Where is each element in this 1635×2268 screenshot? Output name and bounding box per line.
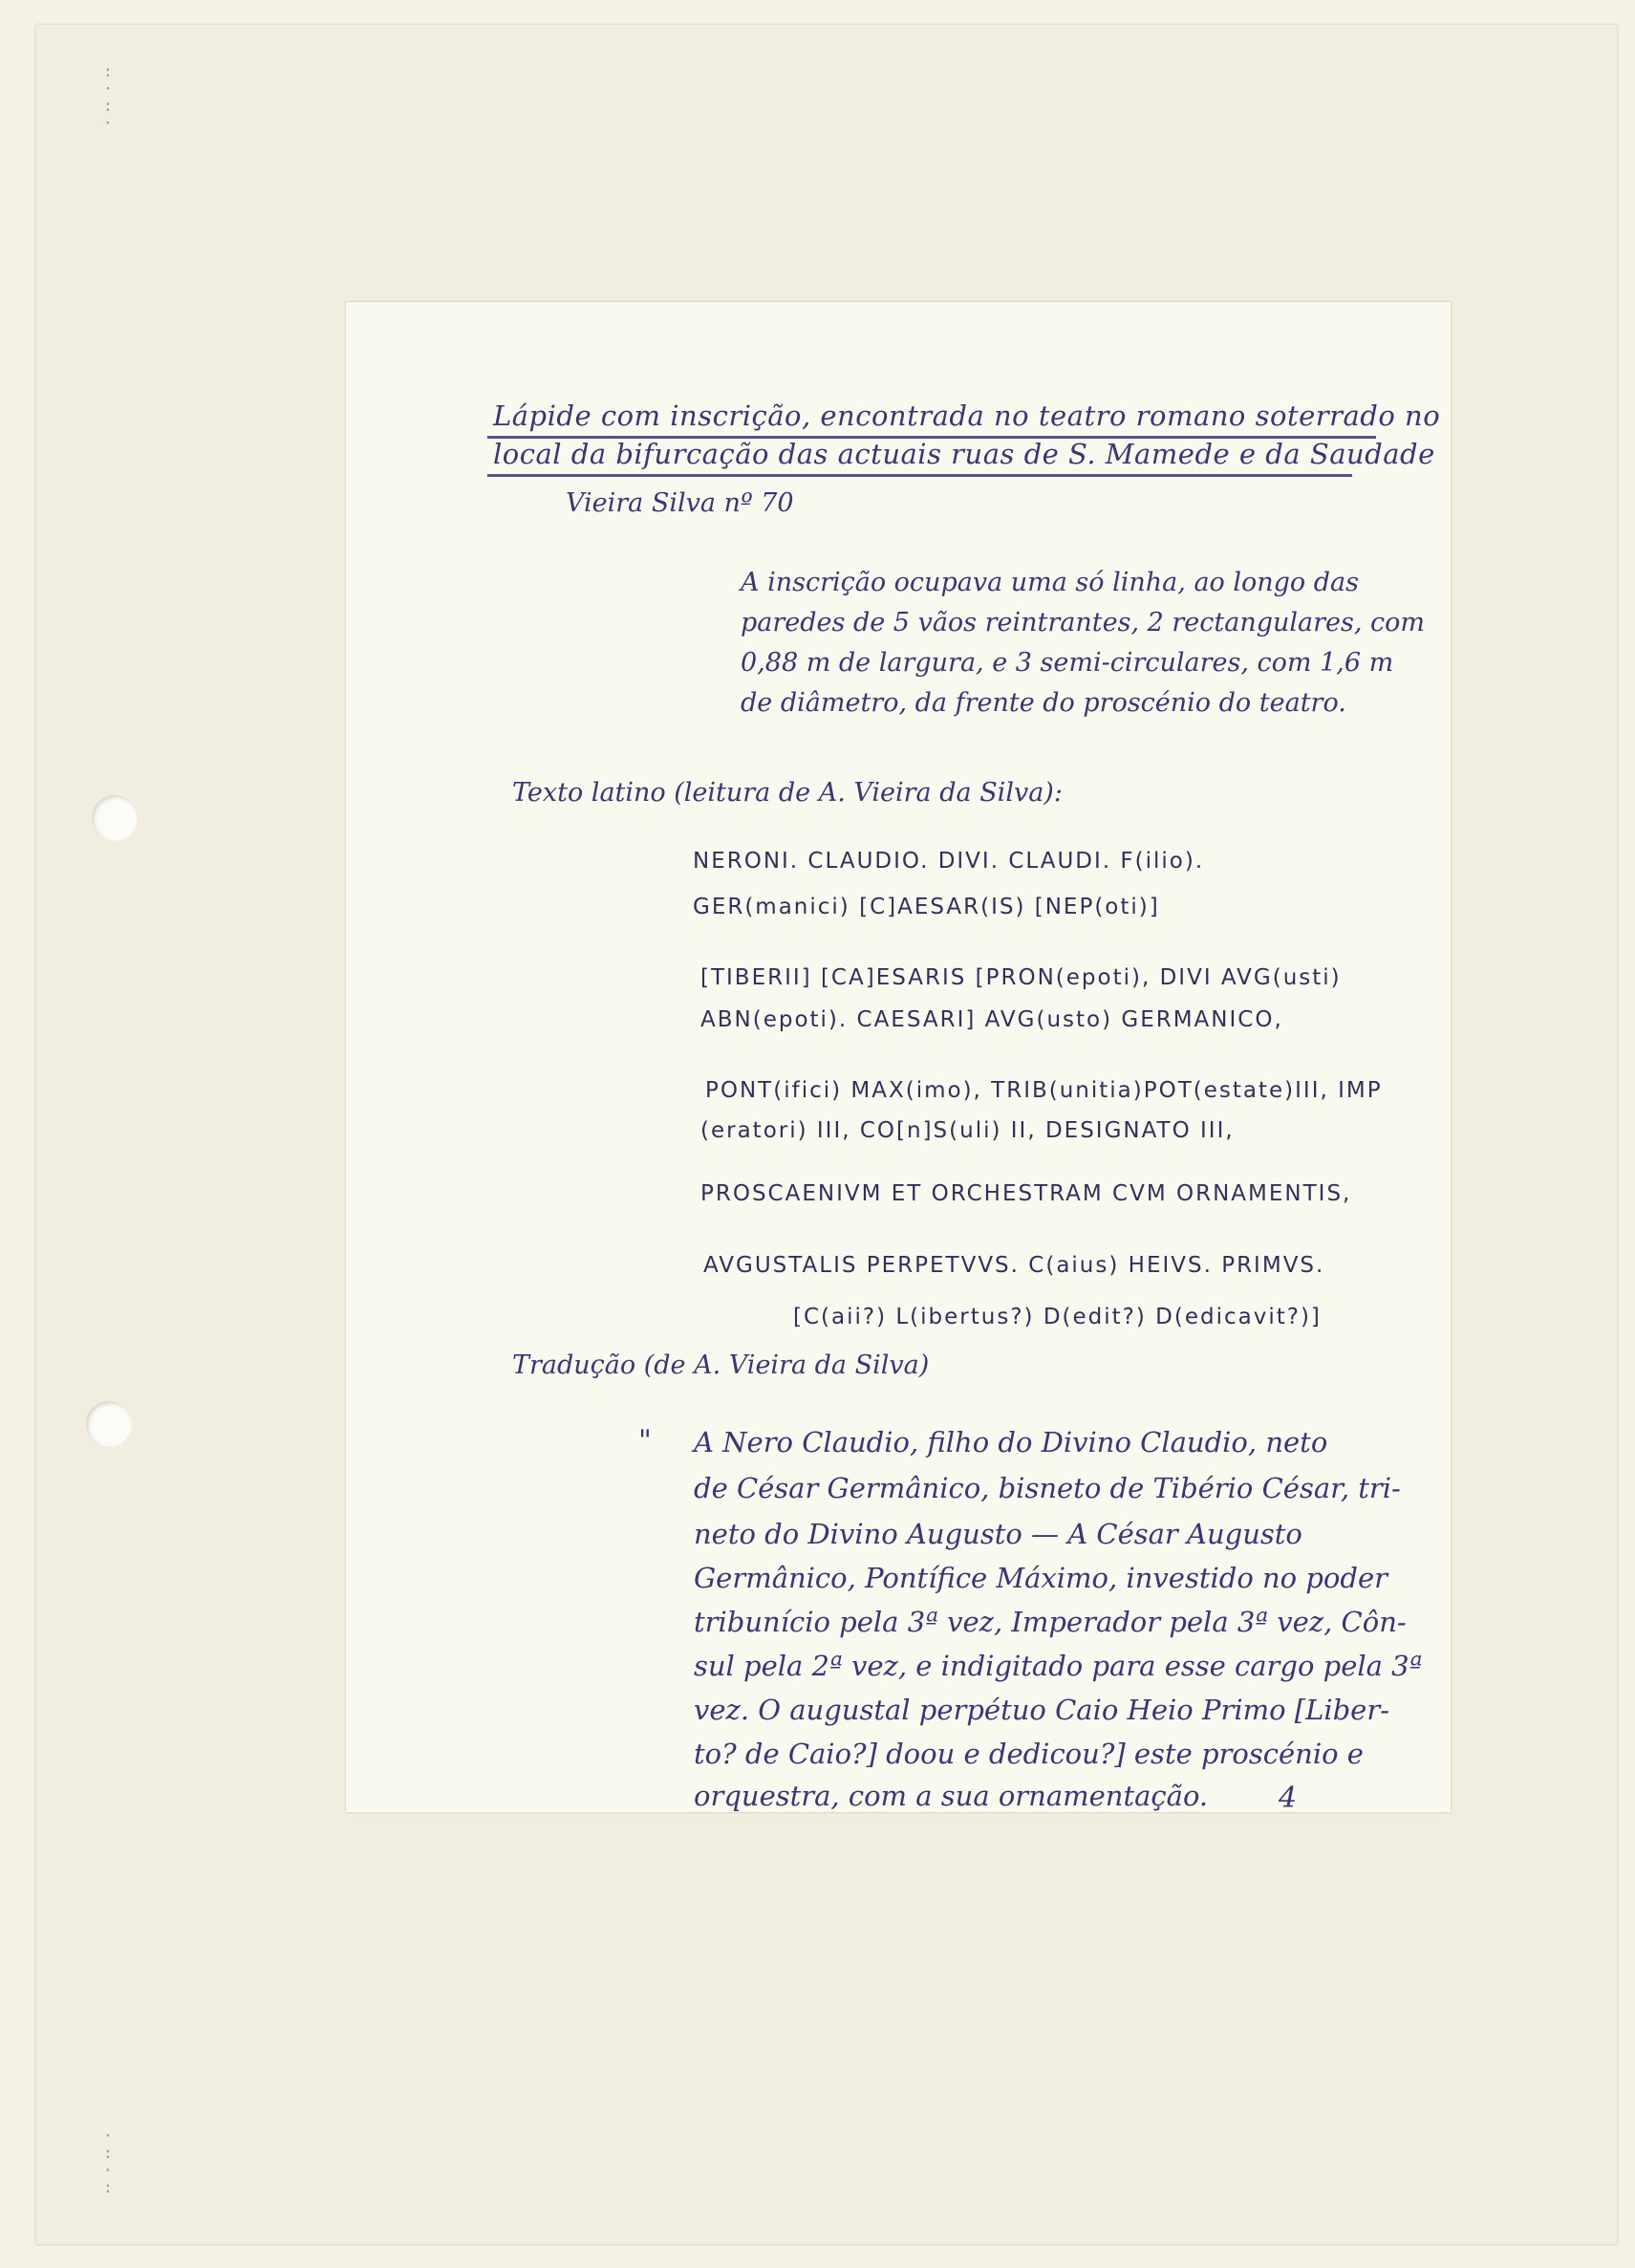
translation-line: to? de Caio?] doou e dedicou?] este proscénio e: [694, 1738, 1364, 1770]
binding-marks-bottom: · : · :: [103, 2127, 115, 2196]
translation-line: neto do Divino Augusto — A César Augusto: [694, 1518, 1302, 1550]
latin-line: [TIBERII] [CA]ESARIS [PRON(epoti), DIVI AVG(usti): [700, 965, 1342, 990]
latin-line: NERONI. CLAUDIO. DIVI. CLAUDI. F(ilio).: [693, 849, 1205, 874]
translation-line: orquestra, com a sua ornamentação.: [694, 1780, 1209, 1812]
latin-line: (eratori) III, CO[n]S(uli) II, DESIGNATO III,: [700, 1118, 1235, 1143]
latin-line: PONT(ifici) MAX(imo), TRIB(unitia)POT(estate)III, IMP: [705, 1078, 1383, 1103]
translation-line: de César Germânico, bisneto de Tibério César, tri-: [694, 1472, 1401, 1504]
latin-line: AVGUSTALIS PERPETVVS. C(aius) HEIVS. PRIMVS.: [703, 1253, 1325, 1278]
reference-note: Vieira Silva nº 70: [566, 488, 794, 518]
latin-line: PROSCAENIVM ET ORCHESTRAM CVM ORNAMENTIS,: [700, 1181, 1352, 1206]
latin-line: ABN(epoti). CAESARI] AVG(usto) GERMANICO,: [700, 1007, 1283, 1032]
title-underline-2: [487, 474, 1352, 477]
translation-line: Germânico, Pontífice Máximo, investido no poder: [694, 1562, 1388, 1594]
description-line: 0,88 m de largura, e 3 semi-circulares, com 1,6 m: [741, 648, 1394, 678]
punch-hole-upper: [92, 795, 138, 841]
description-line: A inscrição ocupava uma só linha, ao longo das: [741, 568, 1360, 597]
document-title-line-1: Lápide com inscrição, encontrada no teatro romano soterrado no: [493, 400, 1441, 432]
description-line: paredes de 5 vãos reintrantes, 2 rectangulares, com: [741, 608, 1426, 637]
document-title-line-2: local da bifurcação das actuais ruas de S. Mamede e da Saudade: [493, 438, 1435, 470]
description-line: de diâmetro, da frente do proscénio do teatro.: [741, 688, 1346, 718]
binding-marks-top: : · : ·: [103, 62, 115, 132]
translation-line: vez. O augustal perpétuo Caio Heio Primo [Liber-: [694, 1694, 1390, 1726]
page-number: 4: [1279, 1782, 1298, 1815]
latin-text-heading: Texto latino (leitura de A. Vieira da Silva):: [512, 778, 1063, 808]
opening-quote-mark: ": [638, 1424, 652, 1458]
latin-line: [C(aii?) L(ibertus?) D(edit?) D(edicavit?)]: [793, 1305, 1322, 1329]
translation-line: A Nero Claudio, filho do Divino Claudio, neto: [694, 1426, 1328, 1458]
latin-line: GER(manici) [C]AESAR(IS) [NEP(oti)]: [693, 895, 1160, 919]
translation-line: sul pela 2ª vez, e indigitado para esse cargo pela 3ª: [694, 1650, 1423, 1682]
translation-heading: Tradução (de A. Vieira da Silva): [512, 1350, 930, 1380]
punch-hole-lower: [86, 1401, 132, 1447]
translation-line: tribunício pela 3ª vez, Imperador pela 3ª vez, Côn-: [694, 1606, 1407, 1638]
